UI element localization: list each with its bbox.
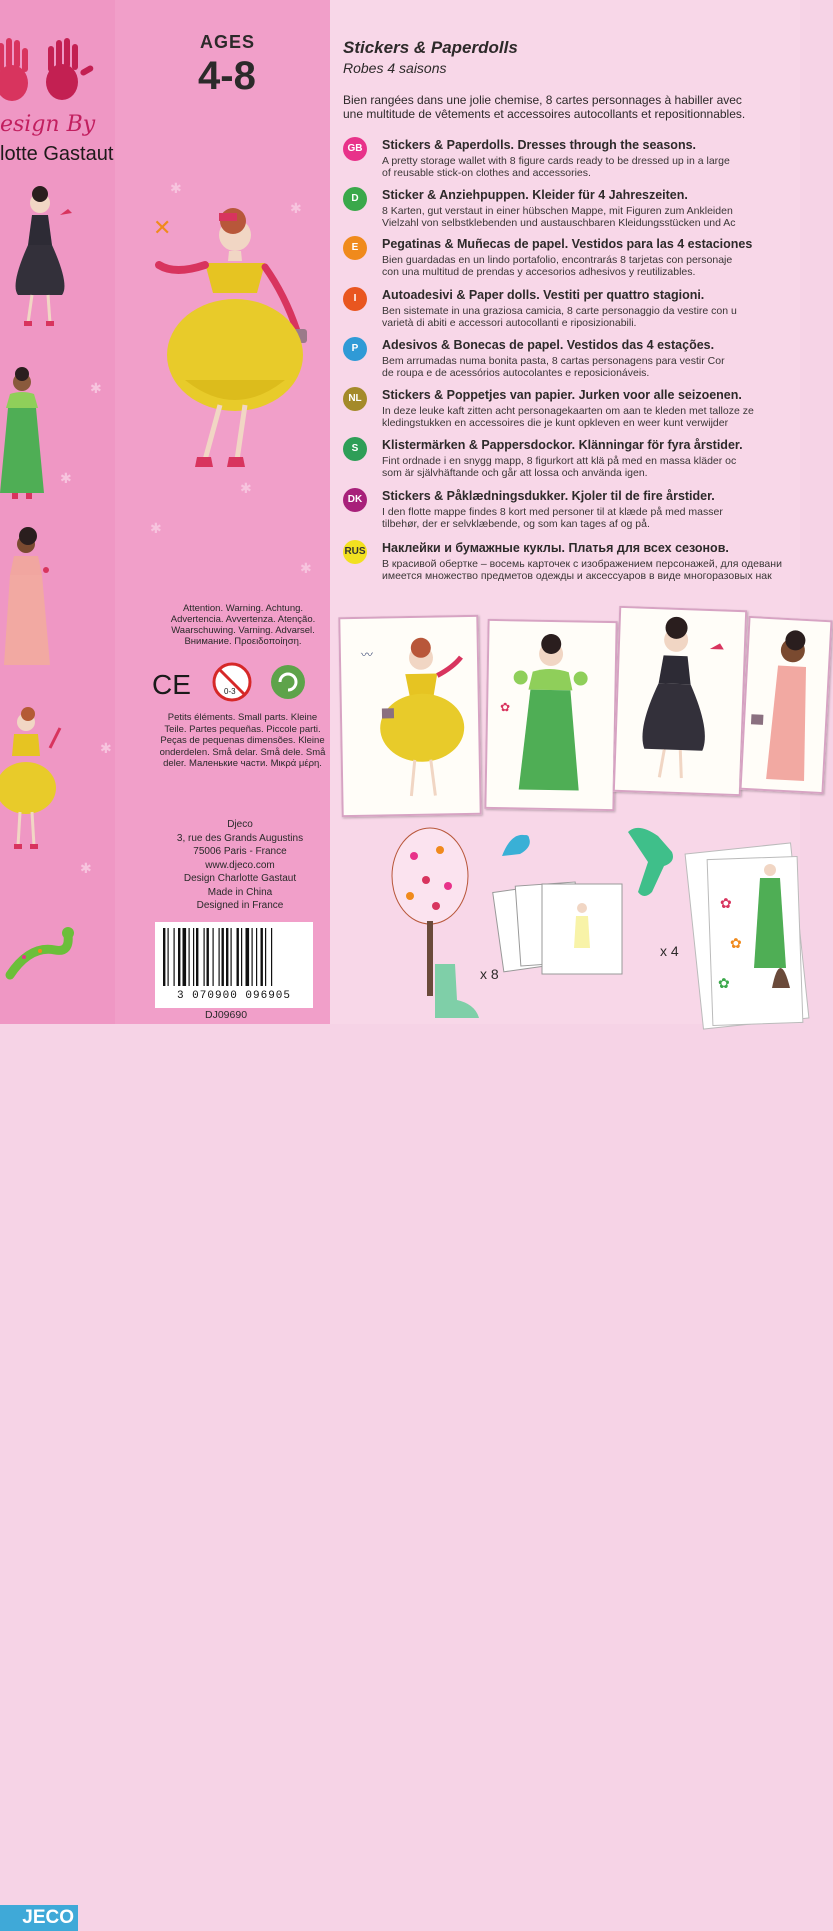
- sticker-sheets-icon: [690, 838, 800, 1024]
- lang-heading: Stickers & Påklædningsdukker. Kjoler til de fire årstider.: [382, 489, 715, 503]
- main-figure-yellow-dress: [145, 205, 315, 485]
- sheets-count: x 4: [660, 943, 679, 959]
- lang-badge: P: [343, 337, 367, 361]
- lang-heading: Наклейки и бумажные куклы. Платья для всех сезонов.: [382, 541, 729, 555]
- lang-badge: E: [343, 236, 367, 260]
- lang-badge: GB: [343, 137, 367, 161]
- sparkle-icon: ✱: [150, 520, 162, 536]
- sparkle-icon: ✱: [170, 180, 182, 196]
- lizard-icon: [0, 915, 80, 995]
- sparkle-icon: ✱: [100, 740, 112, 756]
- publisher-address: Djeco 3, rue des Grands Augustins 75006 Paris - France www.djeco.com Design Charlotte Gastaut Made in China Designed in France: [176, 819, 304, 911]
- barcode-digits: 3 070900 096905: [176, 990, 292, 1002]
- lang-body: A pretty storage wallet with 8 figure cards ready to be dressed up in a large of reusable stick-on clothes and accessories.: [382, 155, 730, 179]
- svg-text:〰: 〰: [360, 647, 374, 662]
- lang-heading: Pegatinas & Muñecas de papel. Vestidos para las 4 estaciones: [382, 237, 753, 251]
- strip-figure-yellow-dress: [0, 708, 70, 858]
- safety-marks: [150, 662, 310, 702]
- sparkle-icon: ✱: [300, 560, 312, 576]
- sparkle-icon: ✱: [290, 200, 302, 216]
- sparkle-icon: ✱: [80, 860, 92, 876]
- lang-badge: I: [343, 287, 367, 311]
- lang-body: 8 Karten, gut verstaut in einer hübschen Mappe, mit Figuren zum Ankleiden Vielzahl von selbstklebenden und austauschbaren Kleidungsstücken und Ac: [382, 205, 736, 229]
- handprints-logo: [0, 38, 100, 108]
- left-panel: [0, 0, 330, 1928]
- lang-body: Ben sistemate in una graziosa camicia, 8 carte personaggio da vestire con u varietà di abiti e accessori autocollanti e riposizionabili.: [382, 305, 737, 329]
- product-sku: DJ09690: [205, 1009, 248, 1021]
- intro-text: Bien rangées dans une jolie chemise, 8 cartes personnages à habiller avec une multitude de vêtements et accessoires autocollants et repositionnables.: [343, 93, 746, 121]
- lang-heading: Klistermärken & Pappersdockor. Klänningar för fyra årstider.: [382, 438, 743, 452]
- svg-text:✿: ✿: [500, 700, 511, 715]
- warning-text: Attention. Warning. Achtung. Advertencia. Avvertenza. Atenção. Waarschuwing. Varning. Advarsel. Внимание. Προειδοποίηση.: [170, 603, 316, 647]
- ages-range: 4-8: [198, 54, 256, 98]
- lang-body: In deze leuke kaft zitten acht personagekaarten om aan te kleden met talloze ze kledingstukken en accessoires die je kunt opkleven en weer kunt verwijder: [382, 405, 754, 429]
- card-green-dress: [484, 619, 617, 811]
- lang-body: Fint ordnade i en snygg mapp, 8 figurkort att klä på med en massa kläder oc som är självhäftande och går att lossa och använda igen.: [382, 455, 737, 479]
- djeco-logo: [0, 915, 80, 1928]
- strip-figure-black-dress: [0, 185, 80, 335]
- svg-text:✿: ✿: [720, 895, 732, 911]
- barcode: [155, 922, 313, 1008]
- figure-cards: [338, 608, 808, 808]
- age-warning-icon: 0-3: [224, 687, 236, 696]
- bird-sticker-icon: [498, 826, 538, 866]
- stacked-cards-icon: [496, 878, 636, 978]
- barcode-bars: [163, 928, 305, 988]
- svg-text:✿: ✿: [730, 935, 742, 951]
- card-black-dress: [613, 606, 747, 796]
- product-title: Stickers & Paperdolls: [343, 38, 518, 57]
- sparkle-icon: ✱: [240, 480, 252, 496]
- lang-body: I den flotte mappe findes 8 kort med personer til at klæde på med masser tilbehør, der er selvklæbende, og som kan tages af og på.: [382, 506, 723, 530]
- card-yellow-dress: [338, 615, 481, 817]
- strip-figure-pink-dress: [0, 530, 70, 670]
- ce-mark: CE: [152, 669, 191, 700]
- lang-badge: DK: [343, 488, 367, 512]
- lang-body: В красивой обертке – восемь карточек с изображением персонажей, для одевани имеется множество предметов одежды и аксессуаров в виде многоразовых нак: [382, 558, 782, 582]
- lang-heading: Sticker & Anziehpuppen. Kleider für 4 Jahreszeiten.: [382, 188, 688, 202]
- ages-label: AGES: [200, 32, 256, 52]
- sparkle-icon: ✱: [60, 470, 72, 486]
- strip-figure-green-dress: [0, 368, 70, 508]
- cards-count: x 8: [480, 966, 499, 982]
- lang-body: Bem arrumadas numa bonita pasta, 8 cartas personagens para vestir Cor de roupa e de acessórios autocolantes e reposicionáveis.: [382, 355, 725, 379]
- svg-text:✿: ✿: [718, 975, 730, 991]
- lang-heading: Adesivos & Bonecas de papel. Vestidos das 4 estações.: [382, 338, 715, 352]
- lang-heading: Autoadesivi & Paper dolls. Vestiti per quattro stagioni.: [382, 288, 705, 302]
- lang-body: Bien guardadas en un lindo portafolio, encontrarás 8 tarjetas con personaje con una multitud de prendas y accesorios adhesivos y reutilizables.: [382, 254, 733, 278]
- product-subtitle: Robes 4 saisons: [343, 60, 447, 76]
- djeco-brand: JECO: [0, 1905, 78, 1931]
- small-parts-text: Petits éléments. Small parts. Kleine Teile. Partes pequeñas. Piccole parti. Peças de pequenas dimensões. Kleine onderdelen. Små delar. Små dele. Små deler. Маленькие части. Μικρά μέρη.: [159, 712, 326, 769]
- lang-heading: Stickers & Paperdolls. Dresses through the seasons.: [382, 138, 697, 152]
- svg-text:✕: ✕: [153, 215, 172, 240]
- boot-sticker-icon: [425, 960, 485, 1024]
- lang-heading: Stickers & Poppetjes van papier. Jurken voor alle seizoenen.: [382, 388, 742, 402]
- designer-name: lotte Gastaut: [0, 143, 114, 165]
- lang-badge: NL: [343, 387, 367, 411]
- lang-badge: RUS: [343, 540, 367, 564]
- lang-badge: S: [343, 437, 367, 461]
- card-pink-dress: [740, 616, 833, 794]
- design-by-label: esign By: [0, 112, 96, 137]
- sparkle-icon: ✱: [90, 380, 102, 396]
- lang-badge: D: [343, 187, 367, 211]
